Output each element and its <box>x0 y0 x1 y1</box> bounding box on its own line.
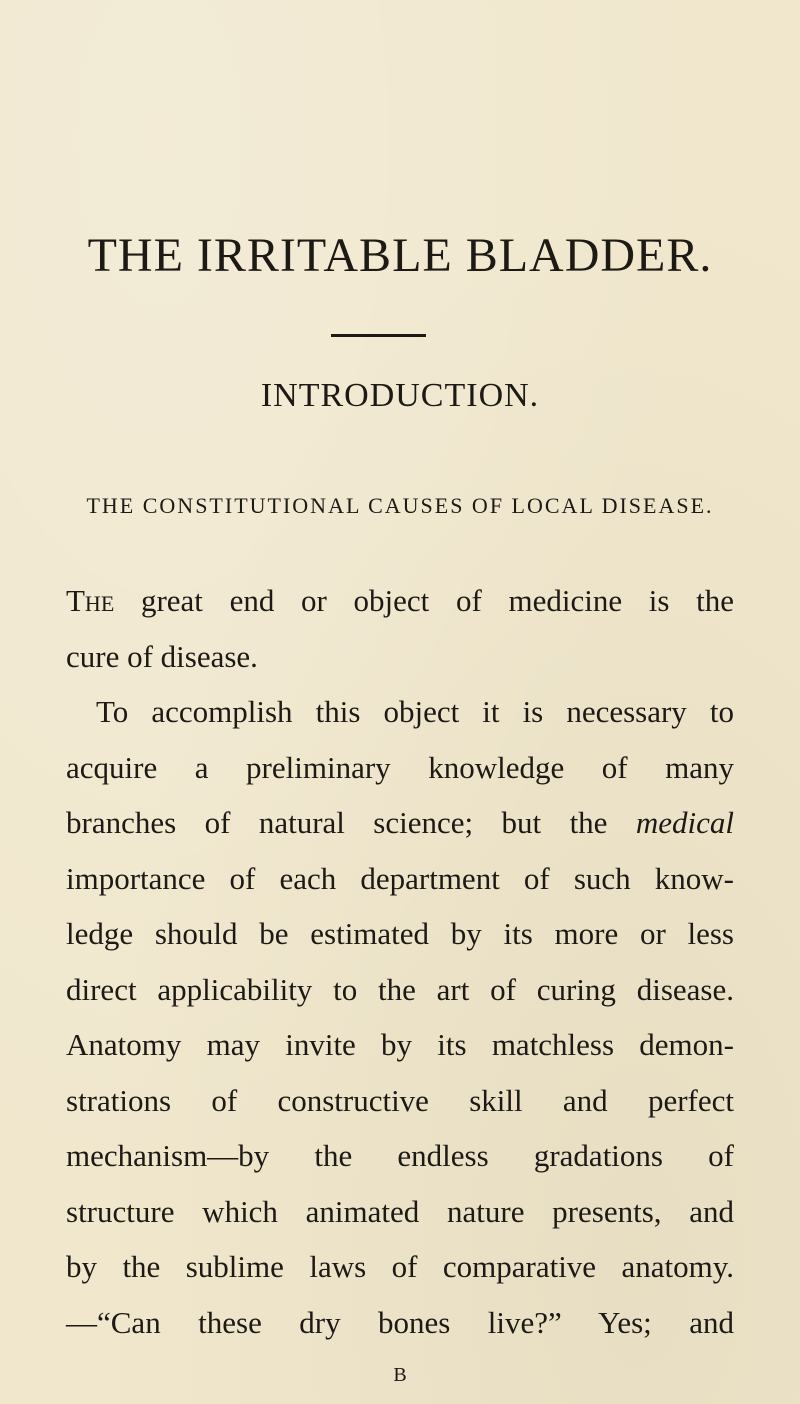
page-signature: B <box>393 1364 407 1386</box>
body-line-9: Anatomy may invite by its matchless demon- <box>66 1027 734 1062</box>
body-line-4: acquire a preliminary knowledge of many <box>66 749 734 785</box>
body-line-12: structure which animated nature presents, and <box>66 1193 734 1229</box>
body-line-1: The great end or object of medicine is the <box>66 583 734 618</box>
opening-word: The <box>66 583 115 618</box>
body-line-7: ledge should be estimated by its more or less <box>66 916 734 951</box>
body-line-3: To accomplish this object it is necessary to <box>96 694 734 729</box>
body-line-2: cure of disease. <box>66 638 258 674</box>
body-line-5: branches of natural science; but the medical <box>66 805 734 840</box>
body-line-6: importance of each department of such know- <box>66 860 734 896</box>
section-subheading: THE CONSTITUTIONAL CAUSES OF LOCAL DISEASE. <box>86 493 714 518</box>
body-line-8: direct applicability to the art of curing disease. <box>66 971 734 1007</box>
page-title: THE IRRITABLE BLADDER. <box>87 229 713 282</box>
title-divider <box>331 334 426 337</box>
body-line-11: mechanism—by the endless gradations of <box>66 1138 734 1173</box>
section-heading: INTRODUCTION. <box>260 377 540 414</box>
body-line-10: strations of constructive skill and perfect <box>66 1082 734 1118</box>
italic-word: medical <box>635 805 734 840</box>
body-line-13: by the sublime laws of comparative anatomy. <box>66 1249 734 1284</box>
body-line-14: —“Can these dry bones live?” Yes; and <box>66 1304 734 1340</box>
